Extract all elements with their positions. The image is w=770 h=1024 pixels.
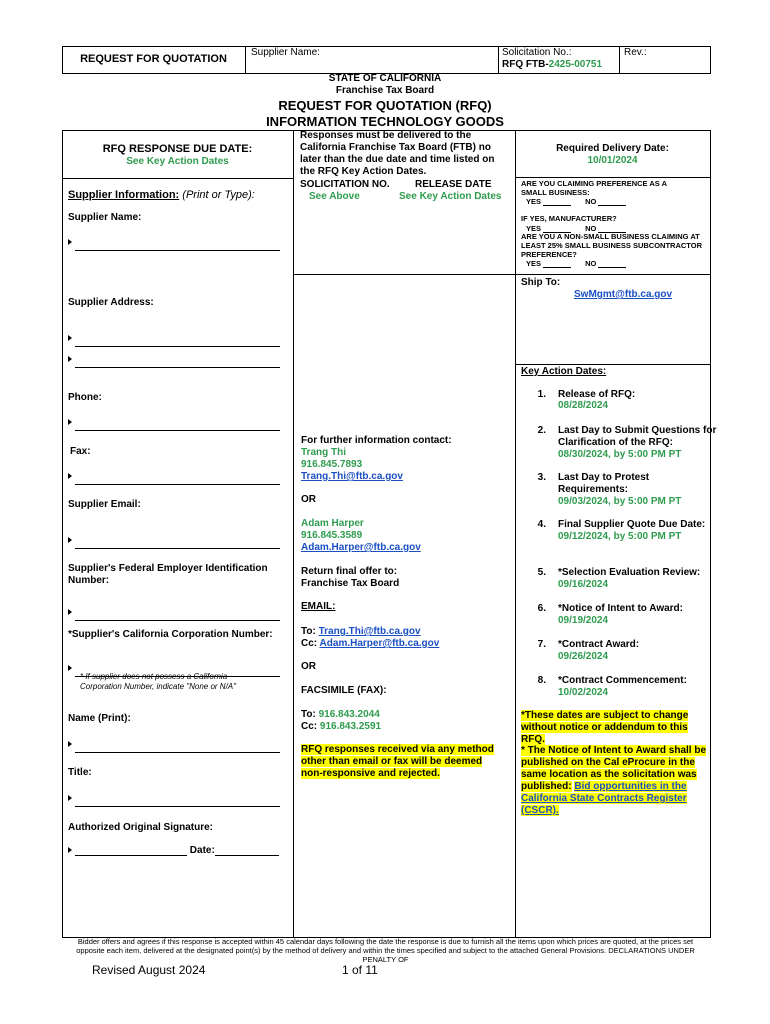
agency-state: STATE OF CALIFORNIA [328,73,442,84]
email-cc-link[interactable]: Adam.Harper@ftb.ca.gov [319,638,440,649]
email-to-link[interactable]: Trang.Thi@ftb.ca.gov [318,626,421,637]
delivery-note: Responses must be delivered to the California Franchise Tax Board (FTB) no later than the due date and time listed on the RFQ Key Action Dates. [300,130,495,177]
key-date-item: 7. *Contract Award: 09/26/2024 [537,639,640,662]
key-action-dates-label: Key Action Dates: [521,366,607,377]
agency-board: Franchise Tax Board [335,85,435,96]
due-date-label: RFQ RESPONSE DUE DATE: [102,143,253,155]
return-offer-1: Return final offer to: [301,566,398,577]
fax-field[interactable] [68,467,280,485]
fax-label: Fax: [70,446,91,457]
small-business-question: ARE YOU CLAIMING PREFERENCE AS A SMALL BUSINESS: [521,179,667,197]
email-to: To: Trang.Thi@ftb.ca.gov [301,626,421,637]
supplier-address-label: Supplier Address: [68,297,154,308]
key-date-item: 8. *Contract Commencement: 10/02/2024 [537,675,687,698]
supplier-email-label: Supplier Email: [68,499,141,510]
key-date-item: 1. Release of RFQ: 08/28/2024 [537,389,636,411]
key-date-item: 2. Last Day to Submit Questions for Clarification of the RFQ: 08/30/2024, by 5:00 PM PT [537,425,717,460]
small-business-yes-no[interactable]: YES NO [526,197,626,206]
submission-warning: RFQ responses received via any method other than email or fax will be deemed non-responsive and rejected. [301,744,494,779]
key-date-item: 4. Final Supplier Quote Due Date: 09/12/2024, by 5:00 PM PT [537,519,706,542]
contact1-phone: 916.845.7893 [301,459,363,470]
required-delivery-label: Required Delivery Date: [556,143,669,154]
solicitation-no-value: See Above [309,191,360,202]
title-label: Title: [68,767,92,778]
key-date-item: 3. Last Day to Protest Requirements: 09/03/2024, by 5:00 PM PT [537,472,682,507]
supplier-address-field-1[interactable] [68,329,280,347]
supplier-email-field[interactable] [68,531,280,549]
signature-label: Authorized Original Signature: [68,822,214,833]
key-date-item: 5. *Selection Evaluation Review: 09/16/2024 [537,567,701,590]
footer-page-number: 1 of 11 [342,963,378,977]
supplier-name-field[interactable] [68,233,280,251]
contact2-email-link[interactable]: Adam.Harper@ftb.ca.gov [301,542,421,553]
required-delivery-value: 10/01/2024 [587,155,638,166]
contact2-name: Adam Harper [301,518,364,529]
phone-label: Phone: [68,392,102,403]
footer-disclaimer: Bidder offers and agrees if this response is accepted within 45 calendar days following the date the response is due to furnish all the items upon which prices are quoted, at the prices set opposite each item, delivered at the designated point(s) by the method of delivery and within the times specified and subject to the attached General Provisions. DECLARATIONS UNDER PENALTY OF [76,937,695,964]
signature-field[interactable]: Date: [68,845,279,856]
non-small-business-yes-no[interactable]: YES NO [526,259,626,268]
or-label-1: OR [301,494,316,505]
manufacturer-question: IF YES, MANUFACTURER? [521,214,617,223]
fax-to: To: 916.843.2044 [301,709,380,720]
contact1-name: Trang Thi [301,447,346,458]
cscr-link[interactable]: Bid opportunities in the California State Contracts Register (CSCR). [521,781,687,816]
name-print-label: Name (Print): [68,713,131,724]
award-publish-note: * The Notice of Intent to Award shall be published on the Cal eProcure in the same location as the solicitation was published: Bid opportunities in the California State Contracts Register (CSCR). [521,745,707,816]
ship-to-label: Ship To: [521,277,561,288]
name-print-field[interactable] [68,735,280,753]
supplier-address-field-2[interactable] [68,350,280,368]
key-date-item: 6. *Notice of Intent to Award: 09/19/2024 [537,603,683,626]
phone-field[interactable] [68,413,280,431]
non-small-business-question: ARE YOU A NON-SMALL BUSINESS CLAIMING AT LEAST 25% SMALL BUSINESS SUBCONTRACTOR PREFERENCE? [521,232,702,259]
due-date-value: See Key Action Dates [126,156,229,167]
doc-title-2: INFORMATION TECHNOLOGY GOODS [266,114,504,129]
dates-subject-note: *These dates are subject to change without notice or addendum to this RFQ. [521,710,689,745]
solicitation-no-label: SOLICITATION NO. [300,179,390,190]
header-rev-label: Rev.: [624,47,647,58]
return-offer-2: Franchise Tax Board [301,578,400,589]
header-solicitation-number: RFQ FTB-2425-00751 [502,59,603,70]
release-date-value: See Key Action Dates [399,191,502,202]
email-cc: Cc: Adam.Harper@ftb.ca.gov [301,638,440,649]
doc-title-1: REQUEST FOR QUOTATION (RFQ) [278,98,492,113]
release-date-label: RELEASE DATE [415,179,492,190]
corp-number-note: * If supplier does not possess a California Corporation Number, indicate "None or N/A" [80,672,236,691]
supplier-info-heading: Supplier Information: (Print or Type): [68,189,255,201]
or-label-2: OR [301,661,316,672]
header-solicitation-label: Solicitation No.: [502,47,572,58]
contact-label: For further information contact: [301,435,452,446]
ship-to-email-link[interactable]: SwMgmt@ftb.ca.gov [574,289,673,300]
title-field[interactable] [68,789,280,807]
header-supplier-name-label: Supplier Name: [251,47,320,58]
fax-cc: Cc: 916.843.2591 [301,721,382,732]
footer-revised: Revised August 2024 [92,963,206,977]
supplier-name-label: Supplier Name: [68,212,142,223]
contact2-phone: 916.845.3589 [301,530,363,541]
header-title: REQUEST FOR QUOTATION [80,53,227,65]
fein-label: Supplier's Federal Employer Identification Number: [68,563,268,586]
contact1-email-link[interactable]: Trang.Thi@ftb.ca.gov [301,471,403,482]
corp-number-label: *Supplier's California Corporation Number: [68,629,273,640]
email-label: EMAIL: [301,601,336,612]
fax-section-label: FACSIMILE (FAX): [301,685,387,696]
manufacturer-yes-no[interactable]: YES NO [526,224,626,233]
fein-field[interactable] [68,603,280,621]
